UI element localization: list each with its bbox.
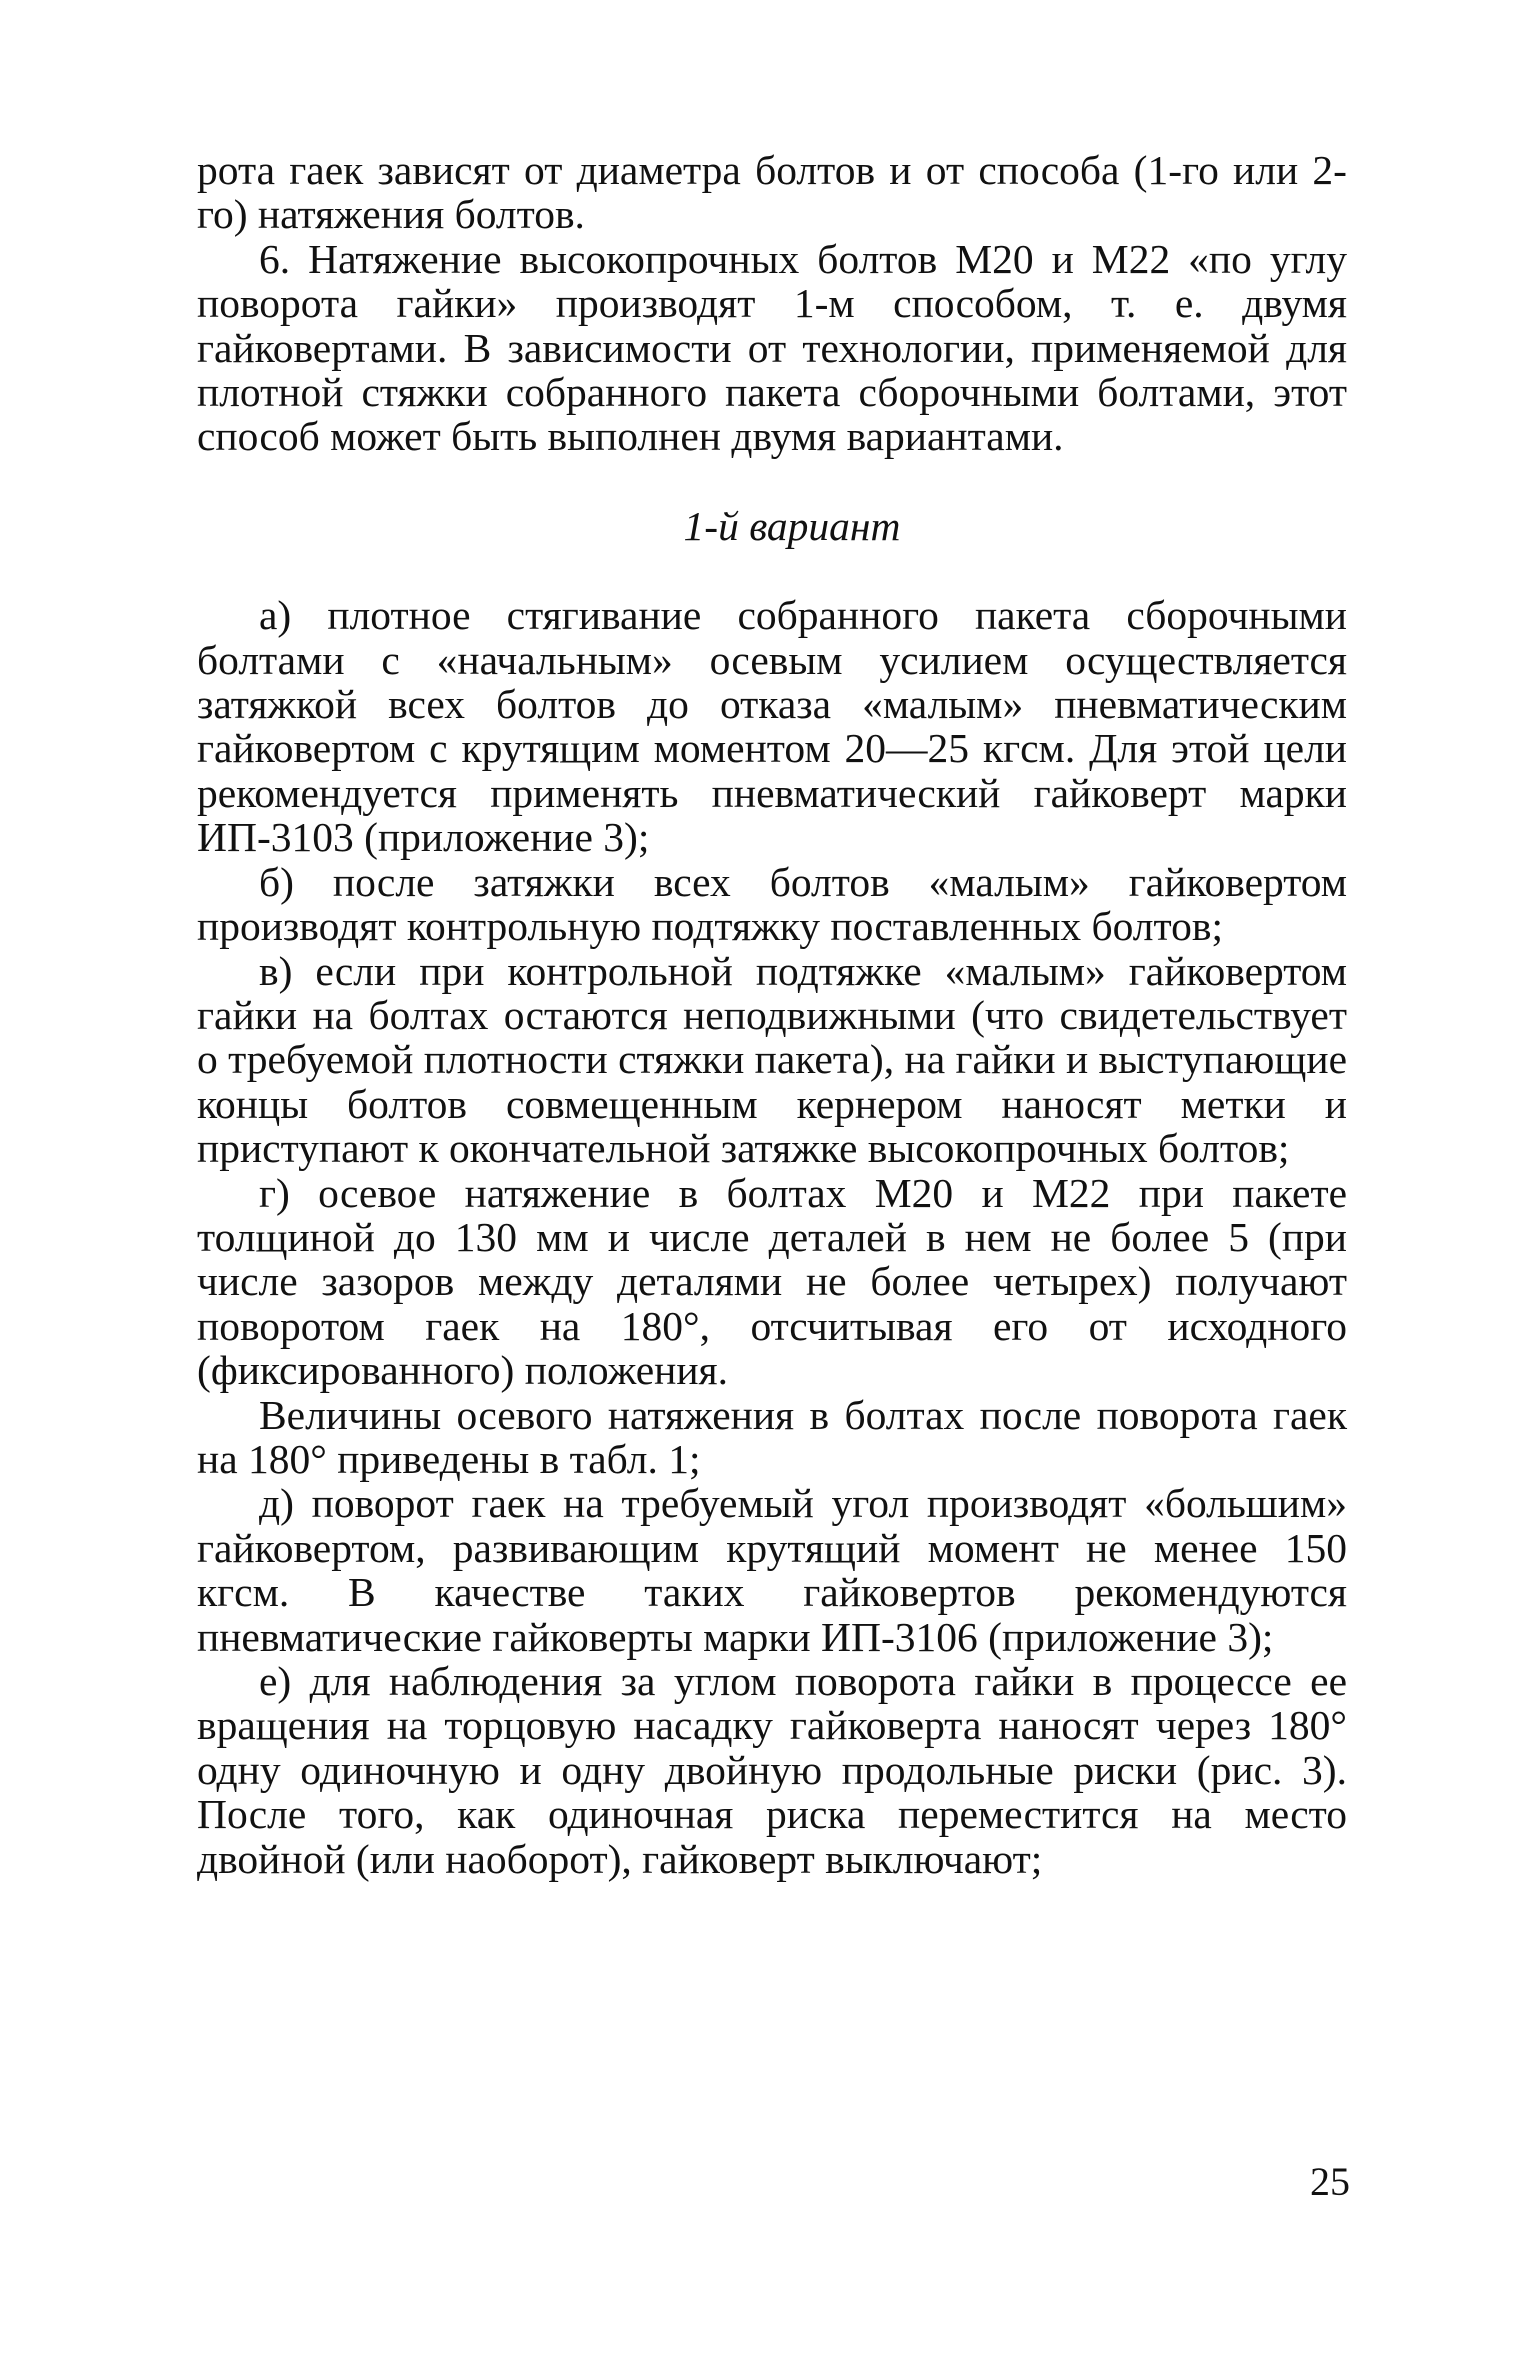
paragraph-item-g: г) осевое натяжение в болтах М20 и М22 при пакете толщиной до 130 мм и числе деталей в нем не более 5 (при числе зазоров между деталями не более четырех) получают поворотом гаек на 180°, отсчитывая его от исходного (фиксированного) положения.: [197, 1169, 1347, 1394]
paragraph-item-v: в) если при контрольной подтяжке «малым» гайковертом гайки на болтах остаются неподвижными (что свидетельствует о требуемой плотности стяжки пакета), на гайки и выступающие концы болтов совмещенным кернером наносят метки и приступают к окончательной затяжке высокопрочных болтов;: [197, 947, 1347, 1172]
paragraph-item-d: д) поворот гаек на требуемый угол производят «большим» гайковертом, развивающим крутящий момент не менее 150 кгсм. В качестве таких гайковертов рекомендуются пневматические гайковерты марки ИП-3106 (приложение 3);: [197, 1480, 1347, 1660]
page-text-block: [197, 148, 1347, 1881]
paragraph-item-a: а) плотное стягивание собранного пакета сборочными болтами с «начальным» осевым усилием осуществляется затяжкой всех болтов до отказа «малым» пневматическим гайковертом с крутящим моментом 20—25 кгсм. Для этой цели рекомендуется применять пневматический гайковерт марки ИП-3103 (приложение 3);: [197, 592, 1347, 861]
section-heading-text: 1-й вариант: [683, 502, 901, 549]
paragraph-item-6: 6. Натяжение высокопрочных болтов М20 и М22 «по углу поворота гайки» производят 1-м способом, т. е. двумя гайковертами. В зависимости от технологии, применяемой для плотной стяжки собранного пакета сборочными болтами, этот способ может быть выполнен двумя вариантами.: [197, 235, 1347, 460]
paragraph-table-reference: Величины осевого натяжения в болтах после поворота гаек на 180° приведены в табл. 1;: [197, 1391, 1347, 1482]
paragraph-continuation: рота гаек зависят от диаметра болтов и от способа (1-го или 2-го) натяжения болтов.: [197, 147, 1347, 238]
paragraph-item-b: б) после затяжки всех болтов «малым» гайковертом производят контрольную подтяжку поставленных болтов;: [197, 858, 1347, 950]
page-number: 25: [1310, 2159, 1350, 2204]
paragraph-item-e: е) для наблюдения за углом поворота гайки в процессе ее вращения на торцовую насадку гайковерта наносят через 180° одну одиночную и одну двойную продольные риски (рис. 3). После того, как одиночная риска переместится на место двойной (или наоборот), гайковерт выключают;: [197, 1658, 1347, 1882]
section-heading: [197, 504, 1347, 548]
